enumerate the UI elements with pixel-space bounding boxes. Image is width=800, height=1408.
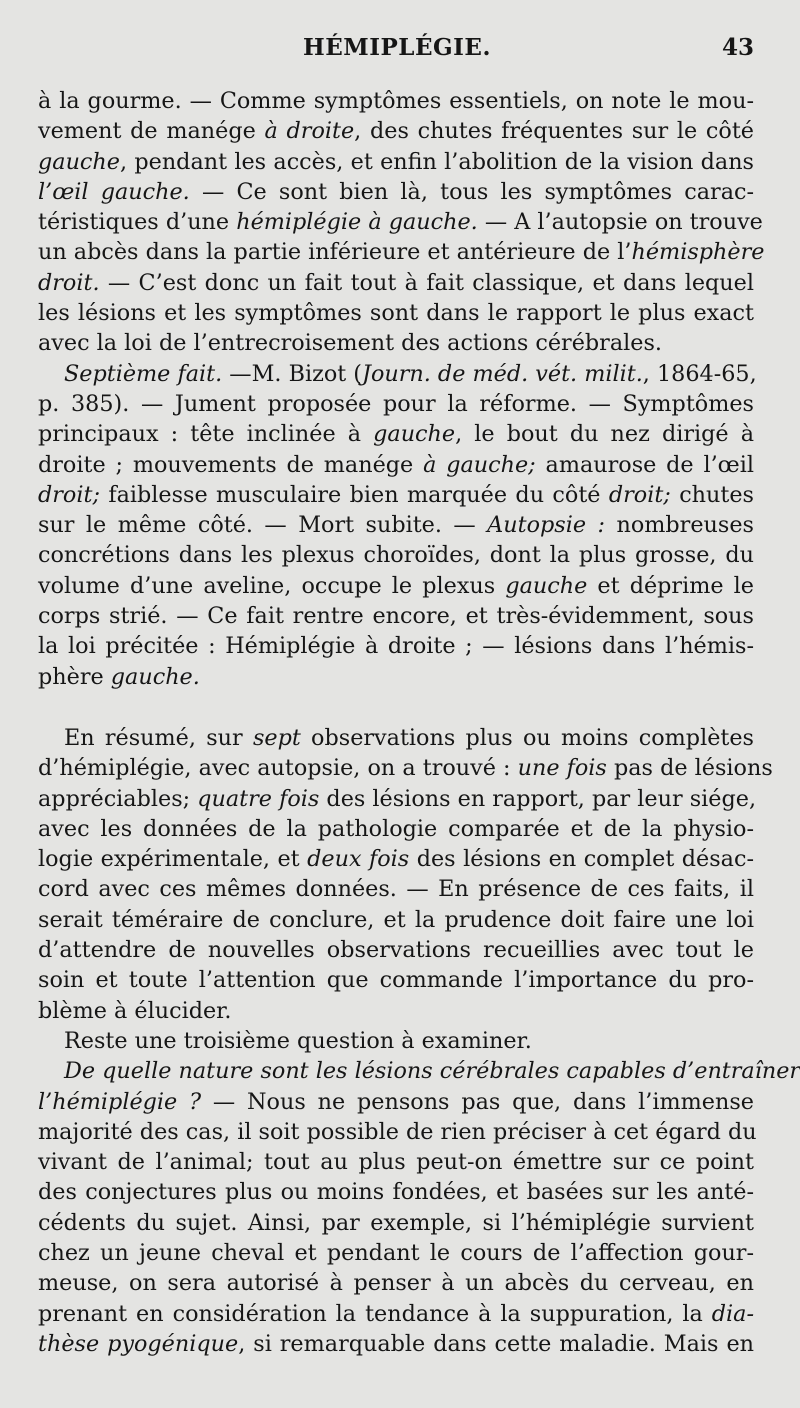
text-segment: — A l’autopsie on trouve	[477, 209, 763, 236]
text-segment: droite ; mouvements de manége	[38, 451, 424, 478]
text-line	[38, 1299, 754, 1329]
text-line	[38, 207, 763, 237]
italic-text: gauche	[373, 421, 456, 448]
text-line	[38, 1147, 754, 1177]
text-segment: les lésions et les symptômes sont dans le rapport le plus exact	[38, 300, 754, 327]
text-segment: — Ce sont bien là, tous les symptômes carac-	[189, 178, 755, 205]
text-segment: des lésions en rapport, par leur siége,	[319, 785, 757, 812]
text-line	[38, 450, 754, 480]
text-segment: chutes	[670, 481, 754, 508]
text-segment: et déprime le	[587, 572, 754, 599]
text-line	[38, 631, 754, 661]
text-line	[38, 1026, 754, 1056]
page-number: 43	[721, 34, 754, 61]
text-line	[38, 1208, 754, 1238]
page-header	[40, 34, 754, 66]
text-line	[38, 268, 754, 298]
text-segment: chez un jeune cheval et pendant le cours de l’affection gour-	[38, 1239, 754, 1266]
text-line	[38, 753, 773, 783]
italic-text: l’œil gauche.	[38, 178, 190, 205]
text-line	[38, 601, 754, 631]
italic-text: une fois	[517, 755, 607, 782]
text-segment: , pendant les accès, et enfin l’abolition de la vision dans	[119, 148, 754, 175]
text-segment: , 1864-65,	[642, 360, 757, 387]
italic-text: droit.	[38, 269, 100, 296]
text-segment: des conjectures plus ou moins fondées, et basées sur les anté-	[38, 1179, 754, 1206]
text-line	[38, 905, 754, 935]
text-segment: principaux : tête inclinée à	[38, 421, 374, 448]
italic-text: gauche	[505, 572, 588, 599]
text-line	[38, 1238, 754, 1268]
text-segment: majorité des cas, il soit possible de rien préciser à cet égard du	[38, 1118, 757, 1145]
text-segment: un abcès dans la partie inférieure et antérieure de l’	[38, 239, 632, 266]
text-segment: concrétions dans les plexus choroïdes, dont la plus grosse, du	[38, 542, 754, 569]
italic-text: Journ. de méd. vét. milit.	[362, 360, 643, 387]
text-line	[38, 328, 754, 358]
text-line	[38, 1177, 754, 1207]
text-segment: pas de lésions	[606, 755, 773, 782]
italic-text: droit;	[608, 481, 671, 508]
text-segment: nombreuses	[605, 512, 754, 539]
text-segment: En résumé, sur	[64, 724, 253, 751]
italic-text: à droite	[264, 118, 355, 145]
text-segment: cord avec ces mêmes données. — En présence de ces faits, il	[38, 876, 754, 903]
text-segment: vivant de l’animal; tout au plus peut-on émettre sur ce point	[38, 1149, 754, 1176]
text-segment: la loi précitée : Hémiplégie à droite ; — lésions dans l’hémis-	[38, 633, 754, 660]
text-segment: meuse, on sera autorisé à penser à un abcès du cerveau, en	[38, 1270, 754, 1297]
italic-text: Autopsie :	[487, 512, 606, 539]
italic-text: sept	[252, 724, 301, 751]
text-segment: Reste une troisième question à examiner.	[64, 1027, 532, 1054]
text-segment: phère	[38, 663, 111, 690]
text-segment: faiblesse musculaire bien marquée du côté	[99, 481, 609, 508]
text-segment: avec les données de la pathologie comparée et de la physio-	[38, 815, 754, 842]
text-segment: appréciables;	[38, 785, 198, 812]
italic-text: De quelle nature sont les lésions cérébrales capables d’entraîner	[64, 1058, 800, 1085]
text-segment: soin et toute l’attention que commande l’importance du pro-	[38, 967, 754, 994]
text-segment: corps strié. — Ce fait rentre encore, et très-évidemment, sous	[38, 603, 754, 630]
text-line	[38, 237, 765, 267]
text-line	[38, 540, 754, 570]
text-segment: p. 385). — Jument proposée pour la réforme. — Symptômes	[38, 390, 754, 417]
text-segment: amaurose de l’œil	[535, 451, 754, 478]
text-segment: des lésions en complet désac-	[409, 846, 754, 873]
text-line	[38, 116, 754, 146]
text-segment: , si remarquable dans cette maladie. Mais en	[238, 1330, 755, 1357]
italic-text: thèse pyogénique	[38, 1330, 239, 1357]
text-line	[38, 1117, 757, 1147]
text-line	[38, 996, 754, 1026]
text-line	[38, 177, 754, 207]
text-line	[38, 1329, 754, 1359]
text-line	[38, 147, 754, 177]
text-segment: sur le même côté. — Mort subite. —	[38, 512, 488, 539]
text-segment: volume d’une aveline, occupe le plexus	[38, 572, 506, 599]
text-segment: , des chutes fréquentes sur le côté	[354, 118, 754, 145]
text-line	[38, 1268, 754, 1298]
text-line	[38, 571, 754, 601]
body-text	[38, 86, 800, 1359]
text-segment: observations plus ou moins complètes	[300, 724, 754, 751]
text-line	[38, 662, 754, 692]
text-line	[38, 480, 754, 510]
italic-text: dia-	[711, 1300, 754, 1327]
text-line	[38, 723, 754, 753]
text-segment: vement de manége	[38, 118, 265, 145]
italic-text: hémiplégie à gauche.	[236, 209, 478, 236]
text-segment: logie expérimentale, et	[38, 846, 308, 873]
italic-text: l’hémiplégie ?	[38, 1088, 202, 1115]
italic-text: gauche.	[110, 663, 200, 690]
text-line	[38, 419, 754, 449]
text-line	[38, 935, 754, 965]
text-line	[38, 86, 754, 116]
text-segment: , le bout du nez dirigé à	[455, 421, 754, 448]
text-line	[38, 844, 754, 874]
text-line	[38, 298, 754, 328]
running-head: HÉMIPLÉGIE.	[303, 34, 491, 61]
italic-text: à gauche;	[423, 451, 536, 478]
italic-text: quatre fois	[197, 785, 320, 812]
text-segment: prenant en considération la tendance à la suppuration, la	[38, 1300, 712, 1327]
text-line	[38, 874, 754, 904]
text-line	[38, 1087, 754, 1117]
text-segment: — C’est donc un fait tout à fait classique, et dans lequel	[99, 269, 754, 296]
italic-text: Septième fait.	[64, 360, 223, 387]
text-segment: cédents du sujet. Ainsi, par exemple, si l’hémiplégie survient	[38, 1209, 754, 1236]
text-line	[38, 814, 754, 844]
italic-text: gauche	[38, 148, 120, 175]
italic-text: droit;	[38, 481, 100, 508]
text-segment: blème à élucider.	[38, 997, 232, 1024]
text-line	[38, 389, 754, 419]
text-line	[38, 965, 754, 995]
text-line	[38, 510, 754, 540]
paragraph-gap	[38, 692, 754, 723]
text-segment: — Nous ne pensons pas que, dans l’immense	[201, 1088, 754, 1115]
text-segment: serait téméraire de conclure, et la prudence doit faire une loi	[38, 906, 754, 933]
text-line	[38, 784, 757, 814]
text-segment: avec la loi de l’entrecroisement des actions cérébrales.	[38, 330, 662, 357]
text-line	[38, 359, 757, 389]
text-segment: —M. Bizot (	[222, 360, 363, 387]
text-segment: d’hémiplégie, avec autopsie, on a trouvé :	[38, 755, 518, 782]
italic-text: deux fois	[307, 846, 410, 873]
text-segment: d’attendre de nouvelles observations recueillies avec tout le	[38, 937, 754, 964]
text-line	[38, 1056, 800, 1086]
italic-text: hémisphère	[631, 239, 765, 266]
text-segment: à la gourme. — Comme symptômes essentiels, on note le mou-	[38, 88, 754, 114]
text-segment: téristiques d’une	[38, 209, 237, 236]
